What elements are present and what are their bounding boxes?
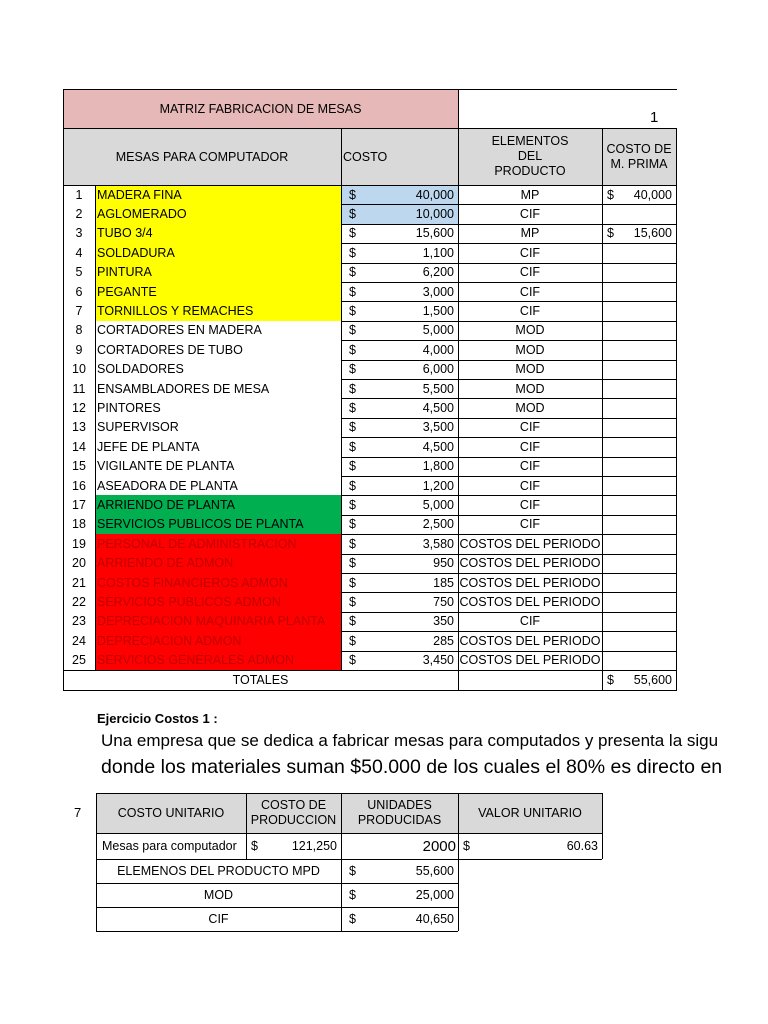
row-cost-value: 3,580	[422, 536, 454, 551]
currency-symbol: $	[463, 839, 470, 853]
currency-symbol: $	[349, 362, 356, 377]
row-element: CIF	[519, 614, 541, 629]
element-label: MOD	[203, 888, 234, 902]
row-element: MOD	[515, 323, 545, 338]
row-element: MOD	[515, 342, 545, 357]
grid-line	[96, 883, 458, 884]
row-element: CIF	[519, 439, 541, 454]
header-costo: COSTO	[341, 128, 458, 185]
currency-symbol: $	[349, 575, 356, 590]
row-cost-value: 1,100	[422, 245, 454, 260]
currency-symbol: $	[349, 517, 356, 532]
row-number: 5	[75, 265, 83, 280]
row-item: ASEADORA DE PLANTA	[97, 478, 238, 493]
row-element: COSTOS DEL PERIODO	[459, 653, 601, 668]
row-item: SOLDADURA	[95, 243, 341, 262]
row-element: MOD	[515, 362, 545, 377]
row-number: 11	[72, 381, 86, 396]
row-number: 14	[72, 439, 86, 454]
exercise-line-2: donde los materiales suman $50.000 de los cuales el 80% es directo en	[101, 756, 723, 778]
row-item: ARRIENDO DE PLANTA	[95, 495, 341, 514]
matrix-title: MATRIZ FABRICACION DE MESAS	[63, 89, 458, 128]
row-number: 9	[75, 342, 83, 357]
row-element: CIF	[519, 459, 541, 474]
row-element: COSTOS DEL PERIODO	[459, 556, 601, 571]
currency-symbol: $	[349, 498, 356, 513]
currency-symbol: $	[349, 459, 356, 474]
row-number: 8	[75, 323, 83, 338]
row-element: COSTOS DEL PERIODO	[459, 633, 601, 648]
currency-symbol: $	[349, 614, 356, 629]
row-item: TORNILLOS Y REMACHES	[95, 301, 341, 320]
row-element: MOD	[515, 401, 545, 416]
row-element: COSTOS DEL PERIODO	[459, 536, 601, 551]
row-cost-value: 4,000	[422, 342, 454, 357]
currency-symbol: $	[349, 381, 356, 396]
row-element: CIF	[519, 517, 541, 532]
currency-symbol: $	[349, 265, 356, 280]
summary-row-number: 7	[74, 804, 82, 820]
row-item: SUPERVISOR	[97, 420, 179, 435]
currency-symbol: $	[349, 595, 356, 610]
exercise-title: Ejercicio Costos 1 :	[97, 711, 218, 726]
row-item: MADERA FINA	[95, 185, 341, 204]
grid-line	[96, 793, 602, 794]
row-number: 17	[72, 498, 86, 513]
row-cost-value: 1,800	[422, 459, 454, 474]
currency-symbol: $	[349, 304, 356, 319]
row-item: ARRIENDO DE ADMON	[95, 554, 341, 573]
currency-symbol: $	[349, 342, 356, 357]
row-cost-value: 10,000	[415, 207, 454, 222]
currency-symbol: $	[607, 226, 614, 241]
row-cost-value: 4,500	[422, 439, 454, 454]
row-cost-value: 5,500	[422, 381, 454, 396]
row-cost-value: 3,450	[422, 653, 454, 668]
currency-symbol: $	[349, 187, 356, 202]
currency-symbol: $	[349, 284, 356, 299]
row-item: AGLOMERADO	[95, 204, 341, 223]
header-costo-produccion: COSTO DE PRODUCCION	[246, 793, 341, 833]
row-number: 16	[72, 478, 86, 493]
valor-unitario-value: 60.63	[566, 839, 598, 853]
row-cost-value: 285	[433, 633, 454, 648]
grid-line	[341, 793, 342, 931]
row-number: 21	[72, 575, 86, 590]
row-cost-value: 40,000	[415, 187, 454, 202]
row-item: COSTOS FINANCIEROS ADMON	[95, 573, 341, 592]
row-number: 18	[72, 517, 86, 532]
currency-symbol: $	[349, 864, 356, 878]
row-element: CIF	[519, 207, 541, 222]
row-cost-value: 6,200	[422, 265, 454, 280]
row-item: SERVICIOS GENERALES ADMON	[95, 651, 341, 670]
row-item: DEPRECIACION ADMON	[95, 631, 341, 650]
element-value: 40,650	[415, 912, 454, 926]
header-costo-unitario: COSTO UNITARIO	[96, 793, 246, 833]
currency-symbol: $	[349, 653, 356, 668]
product-label: Mesas para computador	[102, 839, 237, 853]
row-item: PINTORES	[97, 401, 161, 416]
row-number: 2	[75, 207, 83, 222]
element-value: 55,600	[415, 864, 454, 878]
exercise-line-1: Una empresa que se dedica a fabricar mesas para computados y presenta la sigu	[101, 731, 719, 750]
row-number: 15	[72, 459, 86, 474]
row-element: MOD	[515, 381, 545, 396]
row-number: 4	[75, 245, 83, 260]
row-number: 20	[72, 556, 86, 571]
row-cost-value: 185	[433, 575, 454, 590]
row-item: DEPRECIACION MAQUINARIA PLANTA	[95, 612, 341, 631]
element-label: CIF	[208, 912, 229, 926]
grid-line	[96, 833, 602, 834]
row-item: JEFE DE PLANTA	[97, 439, 200, 454]
row-element: COSTOS DEL PERIODO	[459, 575, 601, 590]
currency-symbol: $	[349, 401, 356, 416]
element-value-cell	[341, 859, 458, 883]
row-cost-value: 950	[433, 556, 454, 571]
row-element: CIF	[519, 304, 541, 319]
row-number: 6	[75, 284, 83, 299]
totals-mp-value: 55,600	[633, 673, 672, 687]
row-item: VIGILANTE DE PLANTA	[97, 459, 235, 474]
row-mp-value: 15,600	[633, 226, 672, 241]
grid-line	[246, 793, 247, 859]
element-value: 25,000	[415, 888, 454, 902]
row-element: CIF	[519, 420, 541, 435]
grid-line	[96, 859, 602, 860]
header-mesas: MESAS PARA COMPUTADOR	[63, 128, 341, 185]
row-cost-value: 3,000	[422, 284, 454, 299]
element-value-cell	[341, 883, 458, 907]
row-item: PERSONAL DE ADMINISTRACION	[95, 534, 341, 553]
row-cost-value: 1,500	[422, 304, 454, 319]
row-item: SOLDADORES	[97, 362, 184, 377]
totals-label: TOTALES	[232, 673, 289, 687]
unidades-value: 2000	[422, 837, 456, 855]
row-item: PEGANTE	[95, 282, 341, 301]
row-number: 10	[72, 362, 86, 377]
currency-symbol: $	[349, 420, 356, 435]
row-cost-value: 4,500	[422, 401, 454, 416]
currency-symbol: $	[607, 673, 614, 687]
row-cost-value: 1,200	[422, 478, 454, 493]
row-element: MP	[520, 187, 540, 202]
row-element: COSTOS DEL PERIODO	[459, 595, 601, 610]
row-number: 7	[75, 304, 83, 319]
row-number: 1	[75, 187, 83, 202]
row-number: 19	[72, 536, 86, 551]
currency-symbol: $	[349, 226, 356, 241]
row-item: TUBO 3/4	[95, 224, 341, 243]
row-element: CIF	[519, 478, 541, 493]
grid-line	[458, 793, 459, 931]
header-unidades: UNIDADES PRODUCIDAS	[341, 793, 458, 833]
row-number: 25	[72, 653, 86, 668]
header-elementos: ELEMENTOS DEL PRODUCTO	[458, 128, 602, 185]
grid-line	[96, 793, 97, 931]
row-number: 13	[72, 420, 86, 435]
header-valor-unitario: VALOR UNITARIO	[458, 793, 602, 833]
currency-symbol: $	[349, 207, 356, 222]
row-item: ENSAMBLADORES DE MESA	[97, 381, 270, 396]
grid-line	[96, 931, 458, 932]
currency-symbol: $	[349, 633, 356, 648]
row-item: SERVICIOS PUBLICOS ADMON	[95, 592, 341, 611]
currency-symbol: $	[349, 439, 356, 454]
costo-produccion-cell	[246, 833, 341, 859]
row-item: CORTADORES EN MADERA	[97, 323, 262, 338]
currency-symbol: $	[349, 245, 356, 260]
row-mp-value: 40,000	[633, 187, 672, 202]
row-number: 12	[72, 401, 86, 416]
row-item: PINTURA	[95, 263, 341, 282]
row-cost-value: 2,500	[422, 517, 454, 532]
currency-symbol: $	[349, 478, 356, 493]
currency-symbol: $	[349, 556, 356, 571]
row-item: SERVICIOS PUBLICOS DE PLANTA	[95, 515, 341, 534]
row-element: CIF	[519, 284, 541, 299]
row-number: 24	[72, 633, 86, 648]
grid-line	[96, 907, 458, 908]
row-cost-value: 6,000	[422, 362, 454, 377]
page-number: 1	[650, 108, 659, 126]
element-label: ELEMENOS DEL PRODUCTO MPD	[117, 864, 320, 878]
row-cost-value: 350	[433, 614, 454, 629]
row-cost-value: 15,600	[415, 226, 454, 241]
currency-symbol: $	[349, 323, 356, 338]
row-element: MP	[520, 226, 540, 241]
row-cost-value: 5,000	[422, 498, 454, 513]
valor-unitario-cell	[458, 833, 602, 859]
row-element: CIF	[519, 498, 541, 513]
row-item: CORTADORES DE TUBO	[97, 342, 243, 357]
row-cost-value: 750	[433, 595, 454, 610]
row-cost-value: 5,000	[422, 323, 454, 338]
currency-symbol: $	[349, 536, 356, 551]
currency-symbol: $	[349, 888, 356, 902]
header-costo-mprima: COSTO DE M. PRIMA	[602, 128, 676, 185]
row-cost-value: 3,500	[422, 420, 454, 435]
costo-produccion-value: 121,250	[291, 839, 337, 853]
row-element: CIF	[519, 265, 541, 280]
currency-symbol: $	[349, 912, 356, 926]
grid-line	[602, 793, 603, 859]
row-number: 3	[75, 226, 83, 241]
currency-symbol: $	[607, 187, 614, 202]
currency-symbol: $	[251, 839, 258, 853]
row-number: 22	[72, 595, 86, 610]
row-element: CIF	[519, 245, 541, 260]
row-number: 23	[72, 614, 86, 629]
element-value-cell	[341, 907, 458, 931]
